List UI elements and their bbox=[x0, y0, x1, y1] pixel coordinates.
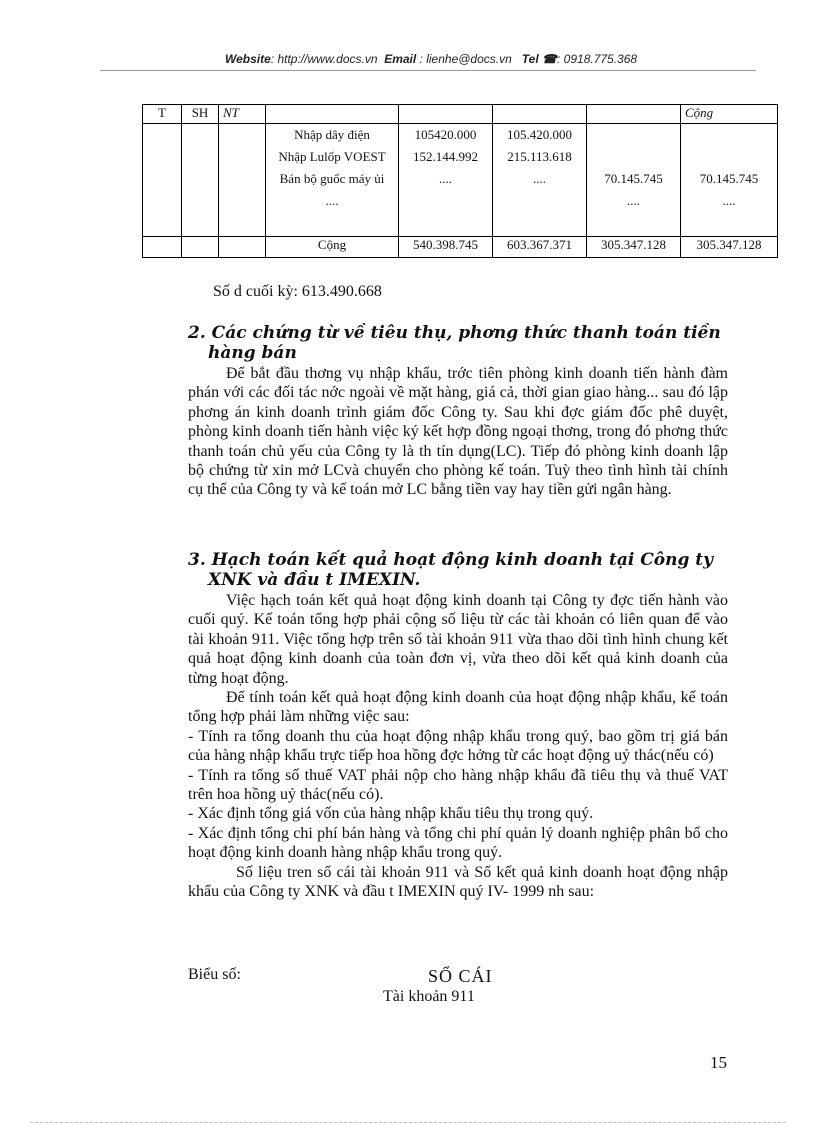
total-cell-sh bbox=[182, 237, 219, 258]
phone-icon: ☎ bbox=[542, 52, 557, 66]
section-3-paragraph-1: Việc hạch toán kết quả hoạt động kinh doanh tại Công ty đợc tiến hành vào cuối quý. Kế toán tổng hợp phải cộng số liệu từ các tài khoản có liên quan để vào tài khoản 911. Việc tổng hợp trên sổ tài khoản 911 vừa thao dõi tình hình chung kết quả hoạt động kinh doanh của toàn đơn vị, vừa theo dõi kết quả kinh doanh của từng hoạt động. bbox=[188, 592, 728, 687]
section-3-title-line1: 3. Hạch toán kết quả hoạt động kinh doanh tại Công ty bbox=[188, 550, 714, 570]
section-3-paragraph-2: Để tính toán kết quả hoạt động kinh doanh của hoạt động nhập khẩu, kế toán tổng hợp phải làm những việc sau: bbox=[188, 689, 728, 726]
so-cai-title: SỔ CÁI bbox=[428, 966, 493, 986]
section-3-title-line2: XNK và đầu t IMEXIN. bbox=[208, 570, 421, 590]
body-cell-col5 bbox=[399, 124, 493, 237]
value-line: .... bbox=[722, 193, 736, 208]
desc-line: Nhập Lulốp VOEST bbox=[278, 149, 386, 164]
tel-value: : 0918.775.368 bbox=[557, 52, 638, 66]
task-bullet: - Xác định tổng chi phí bán hàng và tổng chi phí quản lý doanh nghiệp phân bổ cho hoạt động kinh doanh hàng nhập khẩu trong quý. bbox=[188, 824, 728, 862]
value-line: .... bbox=[533, 171, 546, 186]
section-2-body bbox=[188, 364, 728, 500]
header-cell-desc bbox=[266, 105, 399, 124]
header-cell-7 bbox=[587, 105, 681, 124]
table-row bbox=[143, 124, 778, 237]
body-cell-col6 bbox=[493, 124, 587, 237]
section-3-body bbox=[188, 591, 728, 902]
value-line: 152.144.992 bbox=[413, 149, 478, 164]
page-header bbox=[225, 52, 637, 66]
header-cell-t: T bbox=[143, 105, 182, 124]
value-line: .... bbox=[627, 193, 640, 208]
website-url[interactable]: : http://www.docs.vn bbox=[270, 52, 378, 66]
section-3-paragraph-3: Số liệu tren sổ cái tài khoản 911 và Sổ kết quả kinh doanh hoạt động nhập khẩu của Công ty XNK và đầu t IMEXIN quý IV- 1999 nh sau: bbox=[188, 863, 728, 901]
body-cell-descriptions bbox=[266, 124, 399, 237]
spacer bbox=[685, 124, 773, 168]
value-line: 70.145.745 bbox=[604, 171, 663, 186]
body-cell-sh bbox=[182, 124, 219, 237]
body-cell-t bbox=[143, 124, 182, 237]
value-line: 105.420.000 bbox=[507, 127, 572, 142]
section-2-heading bbox=[188, 323, 728, 363]
email-value[interactable]: : lienhe@docs.vn bbox=[419, 52, 512, 66]
page-number: 15 bbox=[710, 1053, 727, 1072]
closing-balance: Số d cuối kỳ: 613.490.668 bbox=[213, 283, 382, 300]
total-col8: 305.347.128 bbox=[681, 237, 778, 258]
total-col6: 603.367.371 bbox=[493, 237, 587, 258]
table-header-row bbox=[143, 105, 778, 124]
task-bullet: - Tính ra tổng doanh thu của hoạt động nhập khẩu trong quý, bao gồm trị giá bán của hàng nhập khẩu trực tiếp hoa hồng đợc hởng từ các hoạt động uỷ thác(nếu có) bbox=[188, 727, 728, 765]
account-label: Tài khoản 911 bbox=[383, 988, 475, 1005]
task-bullet: - Xác định tổng giá vốn của hàng nhập khẩu tiêu thụ trong quý. bbox=[188, 805, 594, 823]
spacer bbox=[591, 124, 676, 168]
ledger-table bbox=[142, 104, 778, 258]
website-label: Website bbox=[225, 52, 271, 66]
email-label: Email bbox=[384, 52, 417, 66]
body-cell-col8 bbox=[681, 124, 778, 237]
section-2-title-line1: 2. Các chứng từ về tiêu thụ, phơng thức thanh toán tiền bbox=[188, 323, 721, 343]
header-cell-sh: SH bbox=[182, 105, 219, 124]
desc-line: Nhập dây điện bbox=[294, 127, 370, 142]
desc-line: Bán bộ guốc máy ủi bbox=[279, 171, 385, 186]
total-cell-nt bbox=[219, 237, 266, 258]
body-cell-nt bbox=[219, 124, 266, 237]
header-cell-5 bbox=[399, 105, 493, 124]
value-line: 70.145.745 bbox=[699, 171, 759, 186]
section-3-heading bbox=[188, 550, 728, 590]
total-label: Cộng bbox=[266, 237, 399, 258]
header-cell-6 bbox=[493, 105, 587, 124]
bieu-so-label: Biểu số: bbox=[188, 966, 241, 983]
tel-label: Tel bbox=[521, 52, 539, 66]
total-col7: 305.347.128 bbox=[587, 237, 681, 258]
header-divider bbox=[100, 70, 756, 71]
body-cell-col7 bbox=[587, 124, 681, 237]
total-cell-t bbox=[143, 237, 182, 258]
desc-line: .... bbox=[325, 193, 339, 208]
total-col5: 540.398.745 bbox=[399, 237, 493, 258]
value-line: 215.113.618 bbox=[507, 149, 572, 164]
section-2-title-line2: hàng bán bbox=[208, 343, 297, 363]
header-cell-total: Cộng bbox=[681, 105, 778, 124]
section-2-paragraph: Để bắt đầu thơng vụ nhập khẩu, trớc tiên phòng kinh doanh tiến hành đàm phán với các đối tác nớc ngoài về mặt hàng, giá cả, thời gian giao hàng... sau đó lập phơng án kinh doanh trình giám đốc Công ty. Sau khi đợc giám đốc phê duyệt, phòng kinh doanh tiến hành việc ký kết hợp đồng ngoại thơng, trong đó phơng thức thanh toán chủ yếu của Công ty là th tín dụng(LC). Tiếp đó phòng kinh doanh lập bộ chứng từ xin mở LCvà chuyển cho phòng kế toán. Tuỳ theo tình hình tài chính cụ thể của Công ty và kế toán mở LC bằng tiền vay hay tiền gửi ngân hàng. bbox=[188, 365, 728, 499]
value-line: 105420.000 bbox=[414, 127, 477, 142]
task-bullet: - Tính ra tổng số thuế VAT phải nộp cho hàng nhập khẩu đã tiêu thụ và thuế VAT trên hoa hồng uỷ thác(nếu có). bbox=[188, 766, 728, 804]
header-cell-nt: NT bbox=[219, 105, 266, 124]
table-total-row bbox=[143, 237, 778, 258]
value-line: .... bbox=[439, 171, 452, 186]
